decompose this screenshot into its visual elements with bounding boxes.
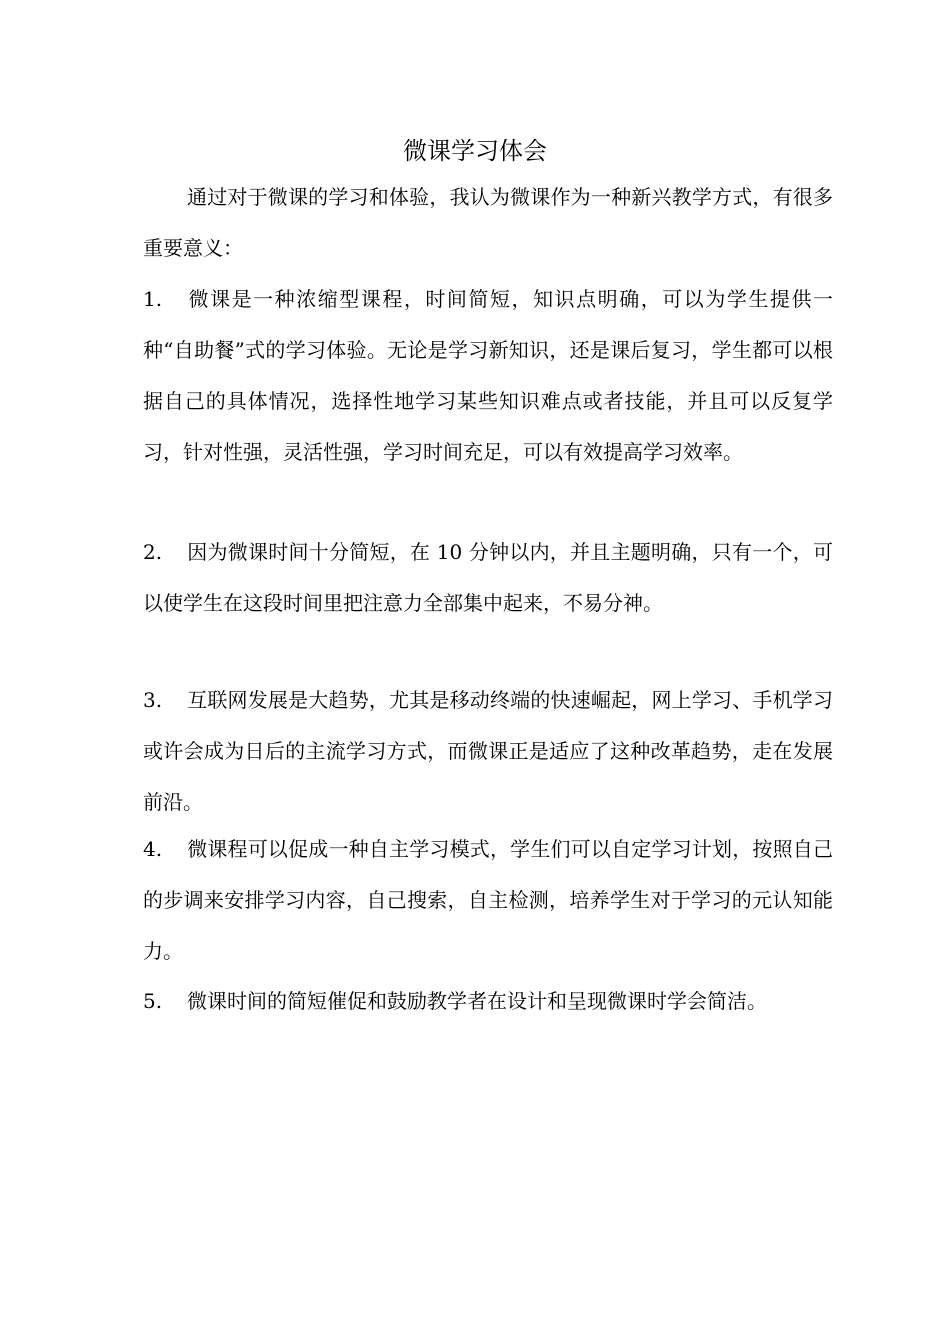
point-number: 2. xyxy=(143,540,163,564)
point-5 xyxy=(143,976,833,1027)
point-paragraph xyxy=(143,527,833,629)
point-number: 4. xyxy=(143,837,163,861)
point-paragraph xyxy=(143,824,833,977)
intro-paragraph: 通过对于微课的学习和体验，我认为微课作为一种新兴教学方式，有很多重要意义： xyxy=(143,185,833,260)
intro-block xyxy=(143,172,833,274)
point-4 xyxy=(143,824,833,977)
point-number: 3. xyxy=(143,688,163,712)
document-title: 微课学习体会 xyxy=(403,137,547,165)
point-paragraph xyxy=(143,274,833,478)
point-3 xyxy=(143,675,833,828)
point-number: 1. xyxy=(143,287,163,311)
point-2 xyxy=(143,527,833,629)
point-text: 微课时间的简短催促和鼓励教学者在设计和呈现微课时学会简洁。 xyxy=(187,989,767,1013)
point-paragraph xyxy=(143,976,833,1027)
point-paragraph xyxy=(143,675,833,828)
point-1 xyxy=(143,274,833,478)
point-text: 互联网发展是大趋势，尤其是移动终端的快速崛起，网上学习、手机学习或许会成为日后的主流学习方式，而微课正是适应了这种改革趋势，走在发展前沿。 xyxy=(143,688,833,814)
point-text: 因为微课时间十分简短，在 10 分钟以内，并且主题明确，只有一个，可以使学生在这段时间里把注意力全部集中起来，不易分神。 xyxy=(143,540,833,615)
point-text: 微课程可以促成一种自主学习模式，学生们可以自定学习计划，按照自己的步调来安排学习内容，自己搜索，自主检测，培养学生对于学习的元认知能力。 xyxy=(143,837,833,963)
point-number: 5. xyxy=(143,989,163,1013)
point-text: 微课是一种浓缩型课程，时间简短，知识点明确，可以为学生提供一种“自助餐”式的学习体验。无论是学习新知识，还是课后复习，学生都可以根据自己的具体情况，选择性地学习某些知识难点或者技能，并且可以反复学习，针对性强，灵活性强，学习时间充足，可以有效提高学习效率。 xyxy=(143,287,833,464)
